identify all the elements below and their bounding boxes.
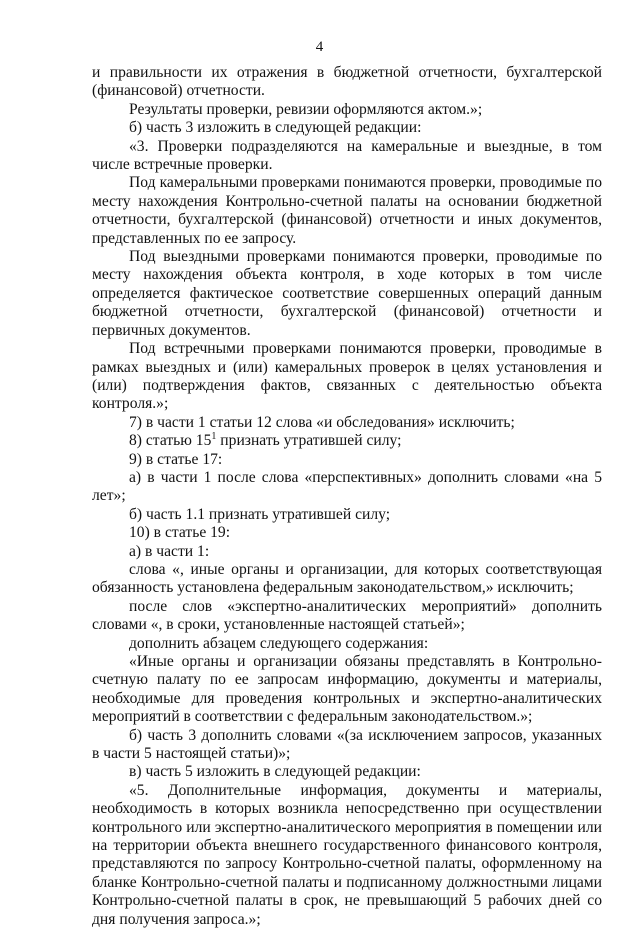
paragraph: дополнить абзацем следующего содержания: — [129, 634, 429, 652]
paragraph: после слов «экспертно-аналитических мероприятий» дополнить словами «, в сроки, установленные настоящей статьей»; — [92, 597, 602, 634]
paragraph-text: 8) статью 15 — [129, 432, 212, 450]
paragraph: и правильности их отражения в бюджетной отчетности, бухгалтерской (финансовой) отчетности. — [92, 64, 602, 100]
paragraph: «Иные органы и организации обязаны представлять в Контрольно-счетную палату по ее запросам информацию, документы и материалы, необходимые для проведения контрольных и экспертно-аналитических мероприятий в соответствии с федеральным законодательством.»; — [92, 653, 602, 726]
paragraph — [92, 432, 602, 450]
paragraph: Под камеральными проверками понимаются проверки, проводимые по месту нахождения Контрольно-счетной палаты на основании бюджетной отчетности, бухгалтерской (финансовой) отчетности и иных документов, представленных по ее запросу. — [92, 174, 602, 247]
paragraph: в) часть 5 изложить в следующей редакции: — [129, 763, 421, 781]
paragraph: 10) в статье 19: — [129, 524, 231, 542]
paragraph: б) часть 1.1 признать утратившей силу; — [129, 505, 391, 523]
paragraph: б) часть 3 дополнить словами «(за исключением запросов, указанных в части 5 настоящей статьи)»; — [92, 726, 602, 763]
paragraph-text: признать утратившей силу; — [216, 432, 402, 450]
paragraph: «5. Дополнительные информация, документы и материалы, необходимость в которых возникла непосредственно при осуществлении контрольного или экспертно-аналитического мероприятия в помещении или на территории объекта внешнего государственного финансового контроля, представляются по запросу Контрольно-счетной палаты, оформленному на бланке Контрольно-счетной палаты и подписанному должностными лицами Контрольно-счетной палаты в срок, не превышающий 5 рабочих дней со дня получения запроса.»; — [92, 781, 602, 928]
paragraph: а) в части 1 после слова «перспективных» дополнить словами «на 5 лет»; — [92, 468, 602, 505]
paragraph: б) часть 3 изложить в следующей редакции: — [129, 119, 422, 137]
paragraph: Результаты проверки, ревизии оформляются актом.»; — [129, 100, 483, 118]
paragraph: «3. Проверки подразделяются на камеральные и выездные, в том числе встречные проверки. — [92, 137, 602, 174]
paragraph: 9) в статье 17: — [129, 450, 223, 468]
paragraph: Под встречными проверками понимаются проверки, проводимые в рамках выездных и (или) камеральных проверок в целях установления и (или) подтверждения фактов, связанных с деятельностью объекта контроля.»; — [92, 340, 602, 413]
paragraph: слова «, иные органы и организации, для которых соответствующая обязанность установлена федеральным законодательством,» исключить; — [92, 560, 602, 597]
document-body — [92, 64, 602, 929]
paragraph: а) в части 1: — [129, 542, 210, 560]
page-number: 4 — [315, 39, 324, 55]
superscript: 1 — [211, 430, 217, 442]
paragraph: Под выездными проверками понимаются проверки, проводимые по месту нахождения объекта контроля, в ходе которых в том числе определяется фактическое соответствие совершенных операций данным бюджетной отчетности, бухгалтерской (финансовой) отчетности и первичных документов. — [92, 248, 602, 339]
paragraph: 7) в части 1 статьи 12 слова «и обследования» исключить; — [129, 413, 515, 431]
